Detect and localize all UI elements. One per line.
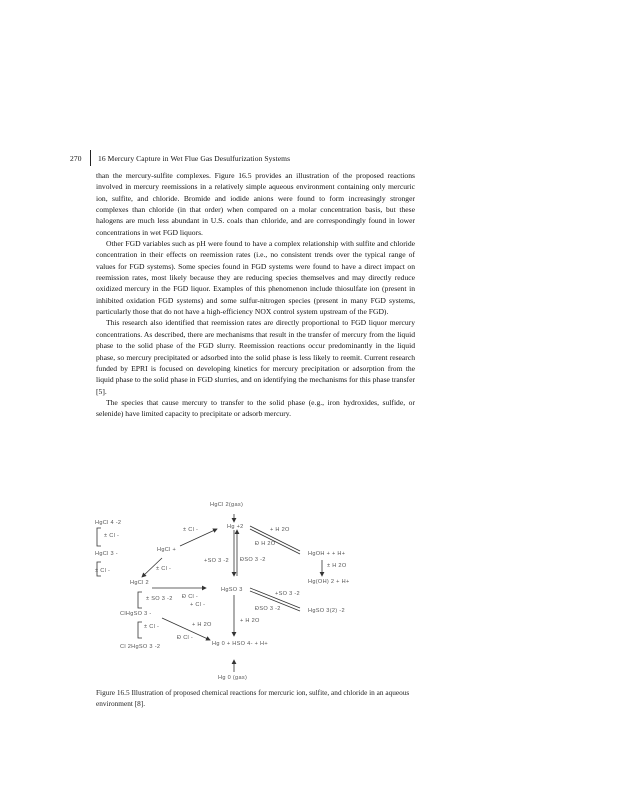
paragraph-2: Other FGD variables such as pH were found to have a complex relationship with sulfite and chloride concentration in their effects on reemission rates (i.e., no consistent trends over the typical range of values for FGD systems). Some species found in FGD systems were found to have a direct impact on reemission rates, most likely because they are reducing species themselves and may directly reduce oxidized mercury in the FGD liquor. Examples of this phenomenon include thiosulfate ion (present in inhibited oxidation FGD systems) and some sulfur-nitrogen species (present in many FGD systems, particularly those that do not have a high-efficiency NOX control system upstream of the FGD).	[96, 239, 415, 317]
label-hgso3-2: HgSO 3(2) -2	[308, 608, 345, 614]
label-hgcl2-gas: HgCl 2(gas)	[210, 502, 244, 508]
label-plus-h2o-2: + H 2O	[240, 618, 260, 624]
label-hgcl3: HgCl 3 -	[95, 551, 118, 557]
label-plus-so3-2: +SO 3 -2	[275, 591, 300, 597]
label-plus-h2o-3: + H 2O	[192, 622, 212, 628]
label-hgoh: HgOH + + H+	[308, 551, 346, 557]
body-text	[96, 170, 415, 420]
paragraph-4: The species that cause mercury to transfer to the solid phase (e.g., iron hydroxides, sulfide, or selenide) have limited capacity to precipitate or adsorb mercury.	[96, 397, 415, 419]
label-clhgso3: ClHgSO 3 -	[120, 611, 152, 617]
label-hgcl-plus: HgCl +	[157, 547, 177, 553]
label-hgcl4: HgCl 4 -2	[95, 520, 122, 526]
label-hgso3: HgSO 3	[221, 587, 243, 593]
label-hg0-gas: Hg 0 (gas)	[218, 675, 248, 681]
bracket-hgcl2-clhgso3	[138, 592, 142, 608]
label-minus-so3-2: ĐSO 3 -2	[255, 606, 281, 612]
label-minus-so3-1: ĐSO 3 -2	[240, 557, 266, 563]
reaction-arrows	[90, 500, 420, 688]
label-pm-cl-2: ± Cl -	[95, 568, 111, 574]
label-pm-cl-3: ± Cl -	[183, 527, 199, 533]
label-plus-so3-1: +SO 3 -2	[204, 558, 229, 564]
reaction-diagram	[90, 500, 420, 688]
label-hg0-products: Hg 0 + HSO 4- + H+	[212, 641, 268, 647]
label-pm-cl-5: ± Cl -	[144, 624, 160, 630]
figure-caption: Figure 16.5 Illustration of proposed chemical reactions for mercuric ion, sulfite, and chloride in an aqueous environment [8].	[96, 688, 410, 708]
label-hgoh2: Hg(OH) 2 + H+	[308, 579, 350, 585]
label-hgcl2: HgCl 2	[130, 580, 149, 586]
bracket-hgcl4-hgcl3	[97, 528, 101, 546]
page-number: 270	[70, 154, 82, 163]
label-pm-so3: ± SO 3 -2	[146, 596, 173, 602]
label-hg2: Hg +2	[227, 524, 244, 530]
paragraph-3: This research also identified that reemission rates are directly proportional to FGD liquor mercury concentrations. As described, there are mechanisms that result in the transfer of mercury from the liquid phase to the solid phase of the FGD slurry. Reemission reactions occur predominantly in the liquid phase, so mercury precipitated or adsorbed into the solid phase is less likely to reemit. Current research funded by EPRI is focused on developing kinetics for mercury precipitation or adsorption from the liquid phase to the solid phase in FGD slurries, and on identifying the mechanisms for this phase transfer [5].	[96, 318, 415, 396]
header-divider	[90, 150, 91, 166]
label-pm-cl-1: ± Cl -	[104, 533, 120, 539]
label-minus-cl-1: Đ Cl -	[182, 594, 199, 600]
running-title: 16 Mercury Capture in Wet Flue Gas Desulfurization Systems	[98, 154, 291, 163]
label-plus-h2o-1: + H 2O	[270, 527, 290, 533]
label-cl2hgso3: Cl 2HgSO 3 -2	[120, 644, 161, 650]
label-pm-h2o: ± H 2O	[327, 563, 347, 569]
paragraph-1: than the mercury-sulfite complexes. Figure 16.5 provides an illustration of the proposed reactions involved in mercury reemissions in a relatively simple aqueous environment containing only mercuric ion, sulfite, and chloride. Bromide and iodide anions were found to form increasingly stronger complexes than chloride (in that order) when compared on a molar concentration basis, but these halogens are much less abundant in U.S. coals than chloride, and are correspondingly found in lower concentrations in wet FGD liquors.	[96, 171, 415, 237]
running-header	[70, 150, 490, 168]
label-minus-cl-2: Đ Cl -	[177, 635, 194, 641]
label-pm-cl-4: ± Cl -	[156, 566, 172, 572]
bracket-clhgso3-cl2hgso3	[138, 622, 142, 638]
label-plus-cl: + Cl -	[190, 602, 206, 608]
label-minus-h2o: Đ H 2O	[255, 541, 276, 547]
